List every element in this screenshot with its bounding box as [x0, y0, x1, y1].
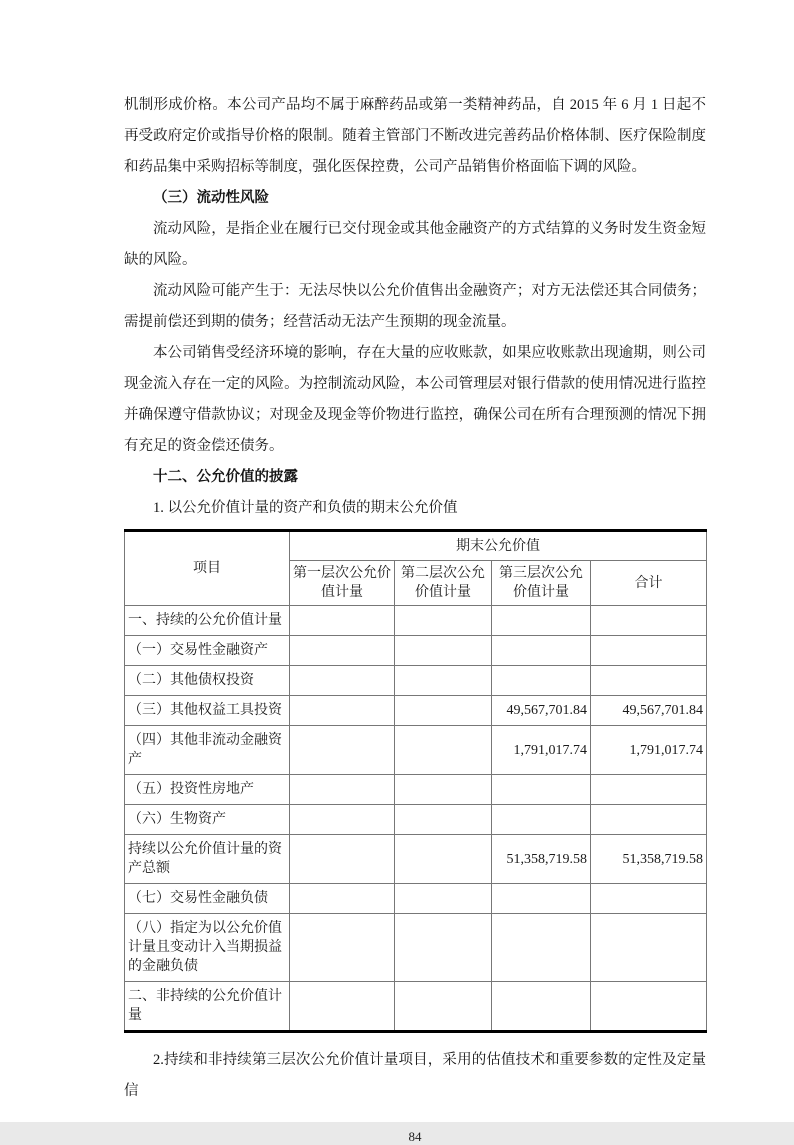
table-row	[125, 835, 707, 884]
table-cell-item: （二）其他债权投资	[125, 666, 290, 696]
paragraph-liquidity-definition: 流动风险，是指企业在履行已交付现金或其他金融资产的方式结算的义务时发生资金短缺的风险。	[124, 221, 706, 268]
table-cell-total	[591, 606, 707, 636]
table-row	[125, 884, 707, 914]
table-cell-level2	[395, 606, 492, 636]
table-cell-level2	[395, 636, 492, 666]
table-row	[125, 914, 707, 982]
table-cell-item: 一、持续的公允价值计量	[125, 606, 290, 636]
table-cell-total	[591, 666, 707, 696]
table-cell-level3: 1,791,017.74	[492, 726, 591, 775]
table-cell-total: 49,567,701.84	[591, 696, 707, 726]
table-row	[125, 982, 707, 1032]
table-row	[125, 726, 707, 775]
table-cell-level3	[492, 666, 591, 696]
table-cell-level3	[492, 914, 591, 982]
table-cell-level1	[290, 726, 395, 775]
heading-liquidity-risk: （三）流动性风险	[153, 190, 269, 206]
table-header-level1: 第一层次公允价值计量	[290, 561, 395, 606]
table-cell-level3	[492, 636, 591, 666]
fair-value-table-header	[125, 531, 707, 606]
table-cell-level2	[395, 696, 492, 726]
table-cell-level1	[290, 666, 395, 696]
paragraph-note-item-2: 2.持续和非持续第三层次公允价值计量项目，采用的估值技术和重要参数的定性及定量信	[124, 1052, 706, 1099]
table-cell-item: （一）交易性金融资产	[125, 636, 290, 666]
paragraph-price-mechanism: 机制形成价格。本公司产品均不属于麻醉药品或第一类精神药品，自 2015 年 6 月 1 日起不再受政府定价或指导价格的限制。随着主管部门不断改进完善药品价格体制、医疗保险制度和药品集中采购招标等制度，强化医保控费，公司产品销售价格面临下调的风险。	[124, 97, 706, 175]
table-cell-level2	[395, 914, 492, 982]
table-cell-level2	[395, 884, 492, 914]
table-cell-total	[591, 775, 707, 805]
table-cell-item: 二、非持续的公允价值计量	[125, 982, 290, 1032]
table-cell-level3	[492, 606, 591, 636]
table-row	[125, 805, 707, 835]
table-cell-level3: 51,358,719.58	[492, 835, 591, 884]
table-cell-level2	[395, 805, 492, 835]
table-row	[125, 636, 707, 666]
fair-value-table-body	[125, 606, 707, 1032]
table-cell-level1	[290, 884, 395, 914]
table-cell-level2	[395, 835, 492, 884]
table-cell-level3	[492, 775, 591, 805]
paragraph-liquidity-sources: 流动风险可能产生于：无法尽快以公允价值售出金融资产；对方无法偿还其合同债务；需提前偿还到期的债务；经营活动无法产生预期的现金流量。	[124, 283, 706, 330]
table-header-level2: 第二层次公允价值计量	[395, 561, 492, 606]
table-row	[125, 606, 707, 636]
fair-value-table	[124, 529, 707, 1033]
table-cell-item: （七）交易性金融负债	[125, 884, 290, 914]
table-cell-total	[591, 884, 707, 914]
table-cell-level3	[492, 805, 591, 835]
table-cell-total	[591, 805, 707, 835]
table-row	[125, 666, 707, 696]
page-content	[124, 90, 706, 1145]
table-cell-total: 51,358,719.58	[591, 835, 707, 884]
table-cell-level2	[395, 666, 492, 696]
table-cell-level3	[492, 982, 591, 1032]
table-cell-total: 1,791,017.74	[591, 726, 707, 775]
table-cell-level1	[290, 914, 395, 982]
table-header-item: 项目	[125, 531, 290, 606]
table-cell-level1	[290, 805, 395, 835]
table-header-total: 合计	[591, 561, 707, 606]
table-row	[125, 696, 707, 726]
table-cell-total	[591, 982, 707, 1032]
table-row	[125, 775, 707, 805]
paragraph-liquidity-control: 本公司销售受经济环境的影响，存在大量的应收账款，如果应收账款出现逾期，则公司现金流入存在一定的风险。为控制流动风险，本公司管理层对银行借款的使用情况进行监控并确保遵守借款协议；对现金及现金等价物进行监控，确保公司在所有合理预测的情况下拥有充足的资金偿还债务。	[124, 345, 706, 454]
table-cell-level1	[290, 982, 395, 1032]
table-cell-item: （五）投资性房地产	[125, 775, 290, 805]
table-cell-total	[591, 914, 707, 982]
table-cell-level3	[492, 884, 591, 914]
table-cell-level3: 49,567,701.84	[492, 696, 591, 726]
table-cell-item: （四）其他非流动金融资产	[125, 726, 290, 775]
table-cell-level1	[290, 696, 395, 726]
table-cell-level1	[290, 835, 395, 884]
heading-fair-value-disclosure: 十二、公允价值的披露	[153, 469, 298, 485]
table-cell-item: （八）指定为以公允价值计量且变动计入当期损益的金融负债	[125, 914, 290, 982]
table-cell-level1	[290, 606, 395, 636]
table-cell-total	[591, 636, 707, 666]
subheading-fair-value-item-1: 1. 以公允价值计量的资产和负债的期末公允价值	[153, 500, 458, 516]
table-header-group-period-end-fair-value: 期末公允价值	[290, 531, 707, 561]
table-cell-level1	[290, 636, 395, 666]
table-cell-item: 持续以公允价值计量的资产总额	[125, 835, 290, 884]
table-header-level3: 第三层次公允价值计量	[492, 561, 591, 606]
table-cell-level2	[395, 982, 492, 1032]
table-cell-level2	[395, 726, 492, 775]
table-cell-level2	[395, 775, 492, 805]
page-number: 84	[408, 1129, 422, 1144]
table-cell-level1	[290, 775, 395, 805]
table-cell-item: （三）其他权益工具投资	[125, 696, 290, 726]
table-cell-item: （六）生物资产	[125, 805, 290, 835]
